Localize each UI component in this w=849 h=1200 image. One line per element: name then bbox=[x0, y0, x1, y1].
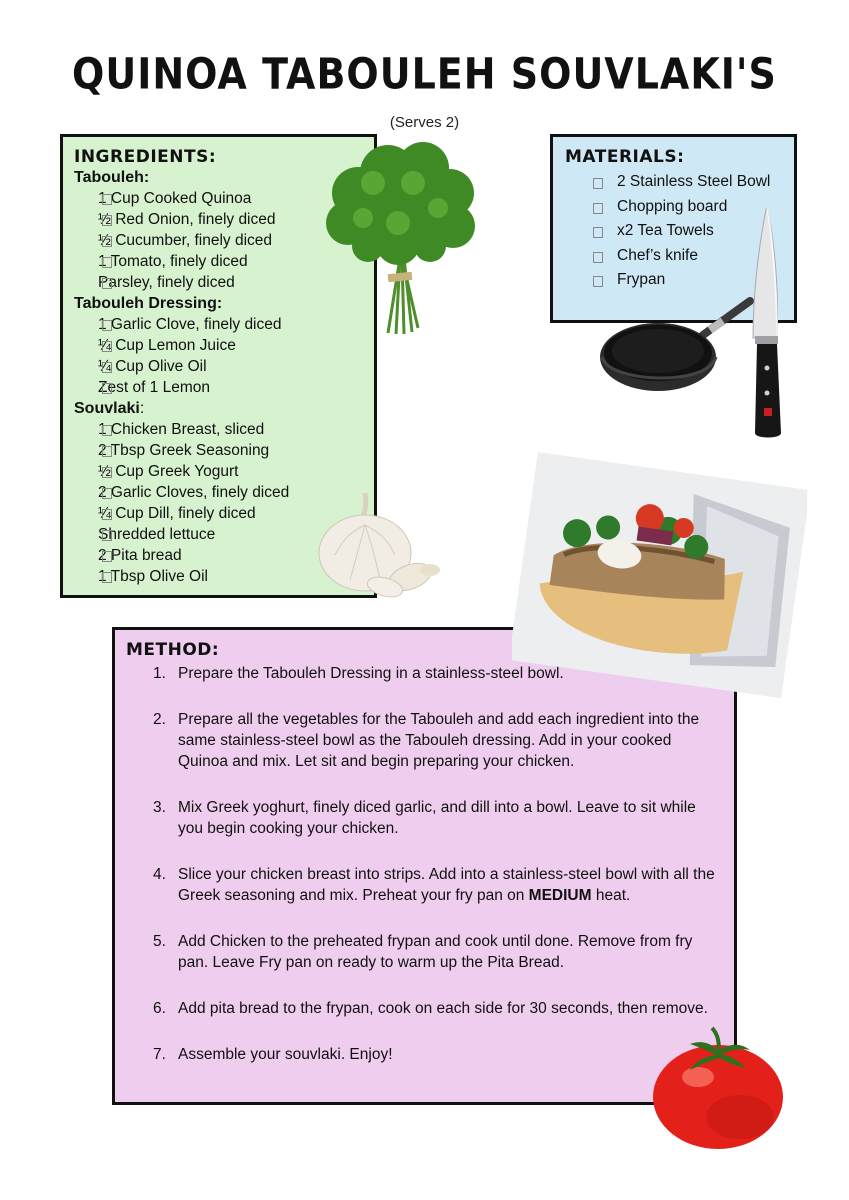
method-step: 4. Slice your chicken breast into strips. Add into a stainless-steel bowl with all the Greek seasoning and mix. Preheat your fry pan on MEDIUM heat. bbox=[153, 866, 715, 904]
page-title: QUINOA TABOULEH SOUVLAKI'S bbox=[72, 49, 777, 99]
frypan-illustration bbox=[598, 295, 758, 395]
checklist-item[interactable]: 2 Garlic Cloves, finely diced bbox=[74, 482, 374, 503]
method-step: 5. Add Chicken to the preheated frypan and cook until done. Remove from fry pan. Leave Fry pan on ready to warm up the Pita Bread. bbox=[153, 933, 693, 971]
checklist-item[interactable]: 2 Pita bread bbox=[74, 545, 374, 566]
ingredients-heading: INGREDIENTS: bbox=[74, 147, 217, 167]
checklist-item[interactable]: 2 Stainless Steel Bowl bbox=[565, 170, 794, 195]
checklist-item[interactable]: Zest of 1 Lemon bbox=[74, 377, 374, 398]
checklist-item[interactable]: 1 Cup Cooked Quinoa bbox=[74, 188, 374, 209]
checklist-item[interactable]: Parsley, finely diced bbox=[74, 272, 374, 293]
section-title: Tabouleh Dressing: bbox=[74, 295, 223, 312]
garlic-illustration bbox=[315, 485, 445, 600]
serves-note: (Serves 2) bbox=[389, 114, 460, 131]
section-title: Tabouleh: bbox=[74, 169, 150, 186]
method-step: 6. Add pita bread to the frypan, cook on each side for 30 seconds, then remove. bbox=[153, 1000, 708, 1017]
checklist-item[interactable]: Frypan bbox=[565, 268, 794, 293]
method-heading: METHOD: bbox=[126, 640, 220, 660]
method-step: 7. Assemble your souvlaki. Enjoy! bbox=[153, 1046, 393, 1063]
checklist-item[interactable]: Chopping board bbox=[565, 195, 794, 220]
checklist-item[interactable]: 2 Tbsp Greek Seasoning bbox=[74, 440, 374, 461]
method-step: 2. Prepare all the vegetables for the Tabouleh and add each ingredient into the same stainless-steel bowl as the Tabouleh dressing. Add in your cooked Quinoa and mix. Let sit and begin preparing your chicken. bbox=[153, 711, 700, 770]
checklist-item[interactable]: Chef’s knife bbox=[565, 244, 794, 269]
souvlaki-photo bbox=[512, 450, 807, 700]
section-title: Souvlaki: bbox=[74, 400, 145, 417]
parsley-illustration bbox=[318, 138, 483, 338]
checklist-item[interactable]: ¼ Cup Dill, finely diced bbox=[74, 503, 374, 524]
checklist-item[interactable]: ½ Red Onion, finely diced bbox=[74, 209, 374, 230]
method-step: 1. Prepare the Tabouleh Dressing in a stainless-steel bowl. bbox=[153, 665, 564, 682]
tomato-illustration bbox=[650, 1022, 790, 1152]
method-step: 3. Mix Greek yoghurt, finely diced garlic, and dill into a bowl. Leave to sit while you begin cooking your chicken. bbox=[153, 799, 696, 837]
checklist-item[interactable]: ¼ Cup Lemon Juice bbox=[74, 335, 374, 356]
checklist-item[interactable]: ½ Cup Greek Yogurt bbox=[74, 461, 374, 482]
method-steps bbox=[126, 663, 734, 1065]
materials-heading: MATERIALS: bbox=[565, 147, 685, 167]
knife-illustration bbox=[745, 203, 790, 443]
checklist-item[interactable]: ½ Cucumber, finely diced bbox=[74, 230, 374, 251]
checklist-item[interactable]: x2 Tea Towels bbox=[565, 219, 794, 244]
checklist-item[interactable]: 1 Garlic Clove, finely diced bbox=[74, 314, 374, 335]
checklist-item[interactable]: 1 Tbsp Olive Oil bbox=[74, 566, 374, 587]
checklist-item[interactable]: Shredded lettuce bbox=[74, 524, 374, 545]
checklist-item[interactable]: 1 Tomato, finely diced bbox=[74, 251, 374, 272]
checklist-item[interactable]: 1 Chicken Breast, sliced bbox=[74, 419, 374, 440]
checklist-item[interactable]: ¼ Cup Olive Oil bbox=[74, 356, 374, 377]
